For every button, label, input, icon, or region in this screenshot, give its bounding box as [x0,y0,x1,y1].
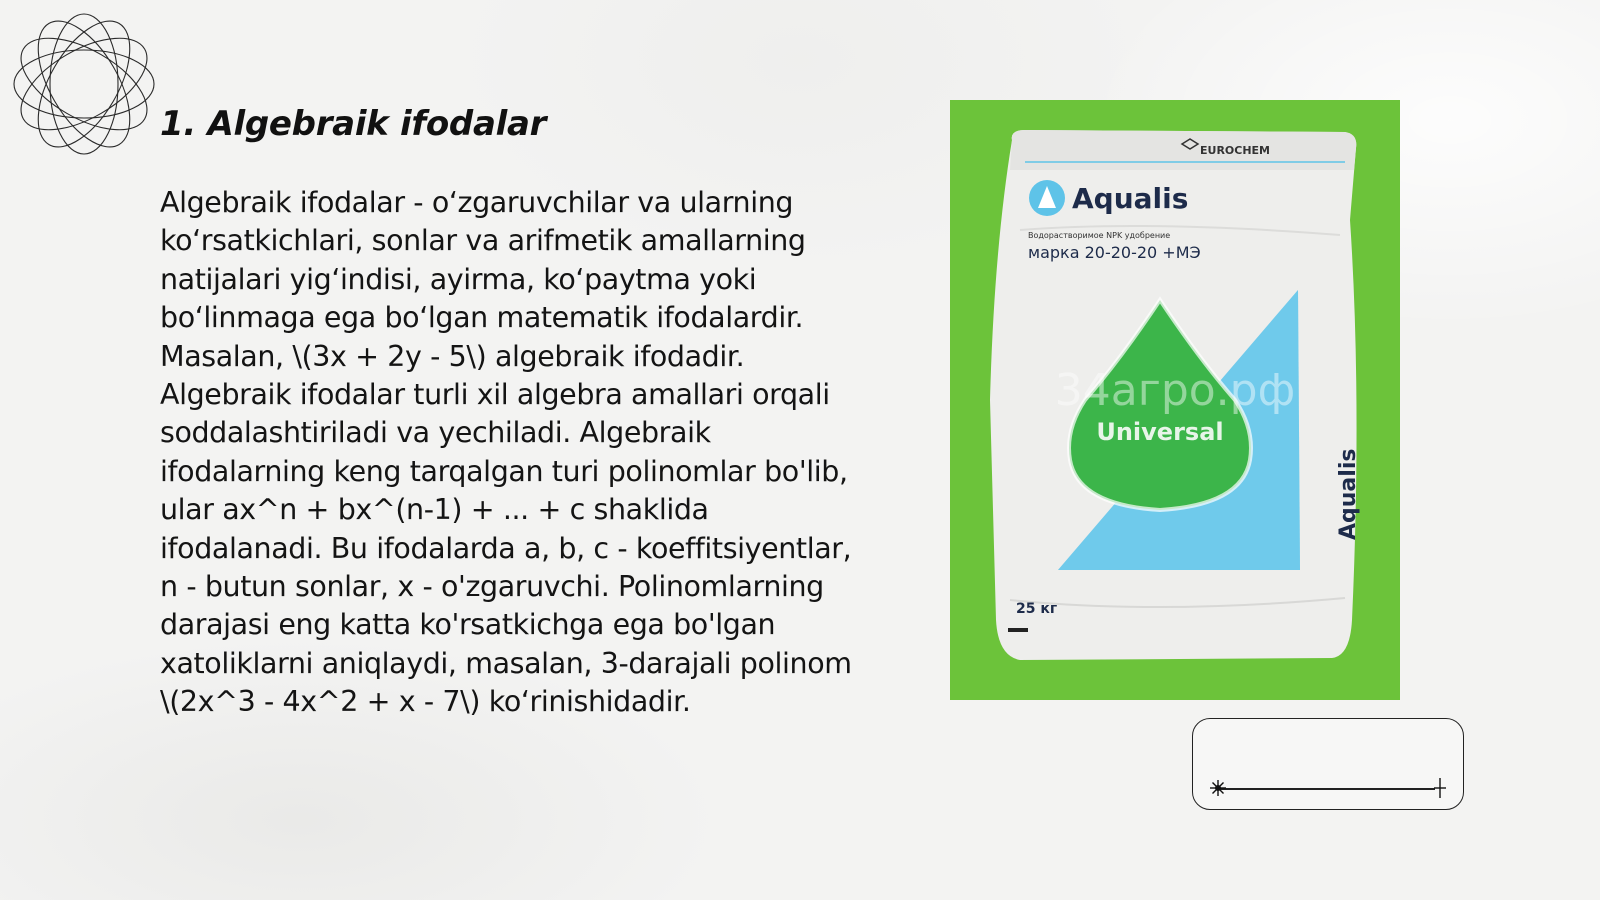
bag-grade: марка 20-20-20 +МЭ [1028,243,1201,262]
photo-watermark: 34агро.рф [1054,365,1296,416]
sparkle-icon [1207,777,1229,799]
bag-subtitle: Водорастворимое NPK удобрение [1028,231,1171,240]
bag-side-label: Aqualis [1336,448,1361,540]
bag-variant: Universal [1096,418,1224,446]
decorative-slider-box [1192,718,1464,810]
slide-body-text: Algebraik ifodalar - o‘zgaruvchilar va ularning ko‘rsatkichlari, sonlar va arifmetik amallarning natijalari yig‘indisi, ayirma, ko‘paytma yoki bo‘linmaga ega bo‘lgan matematik ifodalardir. Masalan, \(3x + 2y - 5\) algebraik ifodadir. Algebraik ifodalar turli xil algebra amallari orqali soddalashtiriladi va yechiladi. Algebraik ifodalarning keng tarqalgan turi polinomlar bo'lib, ular ax^n + bx^(n-1) + ... + c shaklida ifodalanadi. Bu ifodalarda a, b, c - koeffitsiyentlar, n - butun sonlar, x - o'zgaruvchi. Polinomlarning darajasi eng katta ko'rsatkichga ega bo'lgan xatoliklarni aniqlaydi, masalan, 3-darajali polinom \(2x^3 - 4x^2 + x - 7\) ko‘rinishidadir. [160,186,852,719]
bag-brand-text: EUROCHEM [1200,144,1271,157]
product-photo [950,100,1400,700]
plus-icon [1429,777,1451,799]
slide-title: 1. Algebraik ifodalar [160,104,547,144]
bag-weight: 25 кг [1016,601,1058,617]
slider-track [1217,788,1435,790]
orbit-rings-icon [10,10,158,158]
bag-product-name: Aqualis [1072,182,1189,215]
